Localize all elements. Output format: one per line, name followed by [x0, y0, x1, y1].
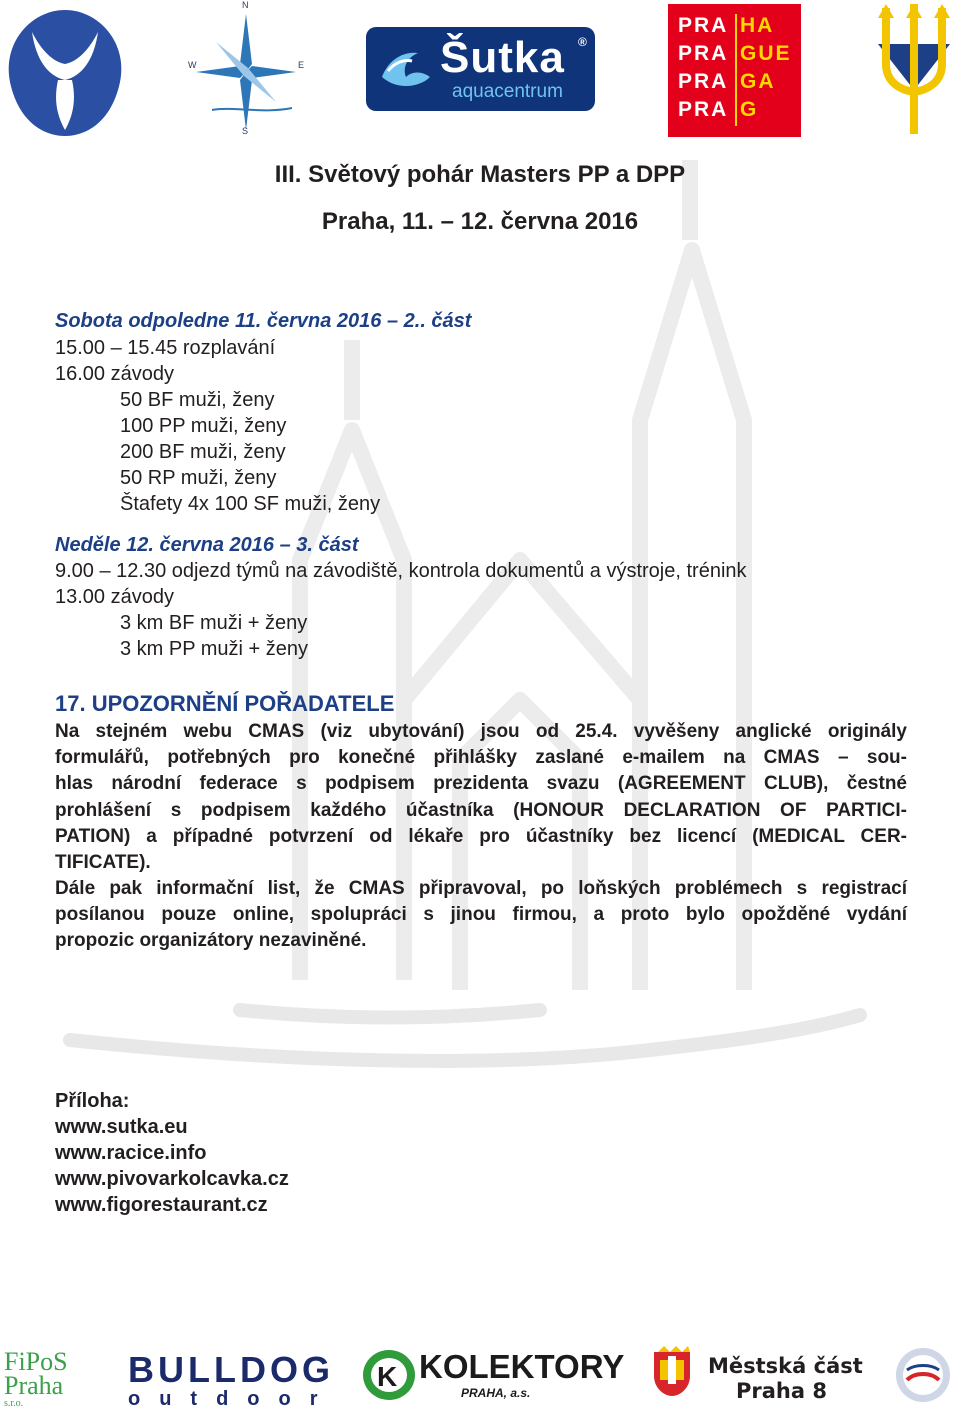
sutka-registered-mark: ®: [578, 35, 587, 49]
sunday-event-1: 3 km BF muži + ženy: [120, 612, 308, 634]
praha8-coat-of-arms-icon: [652, 1346, 692, 1398]
bulldog-outdoor-logo: [128, 1349, 337, 1410]
compass-logo: [192, 10, 300, 136]
notice-p1-line-2: formulářů, potřebných pro konečné přihlášky zaslané e-mailem na CMAS – sou-: [55, 747, 907, 769]
notice-p2-line-3: propozic organizátory nezaviněné.: [55, 930, 367, 952]
notice-p1-line-4: prohlášení s podpisem každého účastníka (HONOUR DECLARATION OF PARTICI-: [55, 799, 907, 821]
aquacentrum-round-logo: [893, 1346, 953, 1404]
mestska-line-1: Městská část: [708, 1354, 863, 1378]
attachments-label: Příloha:: [55, 1090, 130, 1112]
kolektory-emblem-icon: [361, 1348, 417, 1402]
kolektory-logo: [361, 1346, 625, 1404]
sunday-line-2: 13.00 závody: [55, 586, 174, 608]
notice-p1-line-1: Na stejném webu CMAS (viz ubytování) jsou od 25.4. vyvěšeny anglické originály: [55, 721, 907, 742]
notice-p1-line-3: hlas národní federace s podpisem prezidenta svazu (AGREEMENT CLUB), čestné: [55, 773, 907, 795]
attachment-link-pivovar[interactable]: www.pivovarkolcavka.cz: [55, 1168, 289, 1190]
saturday-event-2: 100 PP muži, ženy: [120, 415, 287, 437]
attachment-link-figo[interactable]: www.figorestaurant.cz: [55, 1194, 268, 1216]
sunday-heading: Neděle 12. června 2016 – 3. část: [55, 534, 359, 556]
sutka-logo: [366, 27, 595, 111]
kolektory-sub: PRAHA, a.s.: [461, 1386, 531, 1400]
notice-p2-line-1: Dále pak informační list, že CMAS připravoval, po loňských problémech s registrací: [55, 878, 907, 899]
mestska-cast-logo: [708, 1354, 863, 1404]
bulldog-name: BULLDOG: [128, 1349, 334, 1390]
praha-prague-logo: [668, 4, 801, 137]
saturday-line-2: 16.00 závody: [55, 363, 174, 385]
compass-s: S: [242, 126, 249, 136]
saturday-line-1: 15.00 – 15.45 rozplavání: [55, 337, 276, 359]
logo-divider: [735, 14, 737, 126]
prague-col2-4: G: [740, 98, 759, 121]
compass-n: N: [242, 0, 249, 10]
notice-heading: 17. UPOZORNĚNÍ POŘADATELE: [55, 691, 395, 716]
mestska-line-2: Praha 8: [736, 1379, 827, 1403]
saturday-event-1: 50 BF muži, ženy: [120, 389, 275, 411]
attachment-link-sutka[interactable]: www.sutka.eu: [55, 1116, 188, 1138]
saturday-event-5: Štafety 4x 100 SF muži, ženy: [120, 493, 381, 515]
saturday-event-4: 50 RP muži, ženy: [120, 467, 277, 489]
prague-col1-1: PRA: [678, 14, 729, 37]
fipos-sro: s.r.o.: [4, 1398, 24, 1409]
notice-p1-line-6: TIFICATE).: [55, 852, 151, 874]
svg-text:K: K: [377, 1361, 398, 1392]
prague-col1-2: PRA: [678, 42, 729, 65]
trident-logo: [872, 4, 956, 136]
attachment-link-racice[interactable]: www.racice.info: [55, 1142, 207, 1164]
saturday-event-3: 200 BF muži, ženy: [120, 441, 286, 463]
notice-p1-line-5: PATION) a případné potvrzení od lékaře pro účastníky bez licencí (MEDICAL CER-: [55, 825, 907, 847]
kolektory-name: KOLEKTORY: [419, 1348, 625, 1385]
notice-paragraph-2: [55, 876, 907, 955]
page-subtitle: Praha, 11. – 12. června 2016: [321, 208, 639, 235]
fipos-name: FiPoS: [4, 1347, 68, 1376]
sutka-subtitle: aquacentrum: [452, 81, 563, 102]
notice-paragraph-1: [55, 719, 907, 876]
sunday-event-2: 3 km PP muži + ženy: [120, 638, 309, 660]
compass-w: W: [188, 60, 197, 70]
notice-p2-line-2: posílanou pouze online, spolupráci s jinou firmou, a proto bylo opožděné vydání: [55, 904, 907, 926]
sutka-name: Šutka: [440, 33, 565, 82]
prague-col1-3: PRA: [678, 70, 729, 93]
saturday-heading: Sobota odpoledne 11. června 2016 – 2.. část: [55, 310, 472, 332]
bulldog-sub: outdoor: [128, 1388, 337, 1410]
prague-col2-3: GA: [740, 70, 776, 93]
compass-e: E: [298, 60, 305, 70]
sunday-line-1: 9.00 – 12.30 odjezd týmů na závodiště, kontrola dokumentů a výstroje, trénink: [55, 560, 747, 582]
wave-icon: [378, 41, 434, 97]
page-title: III. Světový pohár Masters PP a DPP: [274, 161, 686, 188]
prague-col1-4: PRA: [678, 98, 729, 121]
prague-col2-2: GUE: [740, 42, 792, 65]
mermaid-logo: [2, 2, 128, 138]
fipos-logo: [4, 1347, 68, 1410]
fipos-city: Praha: [4, 1371, 64, 1400]
prague-col2-1: HA: [740, 14, 775, 37]
